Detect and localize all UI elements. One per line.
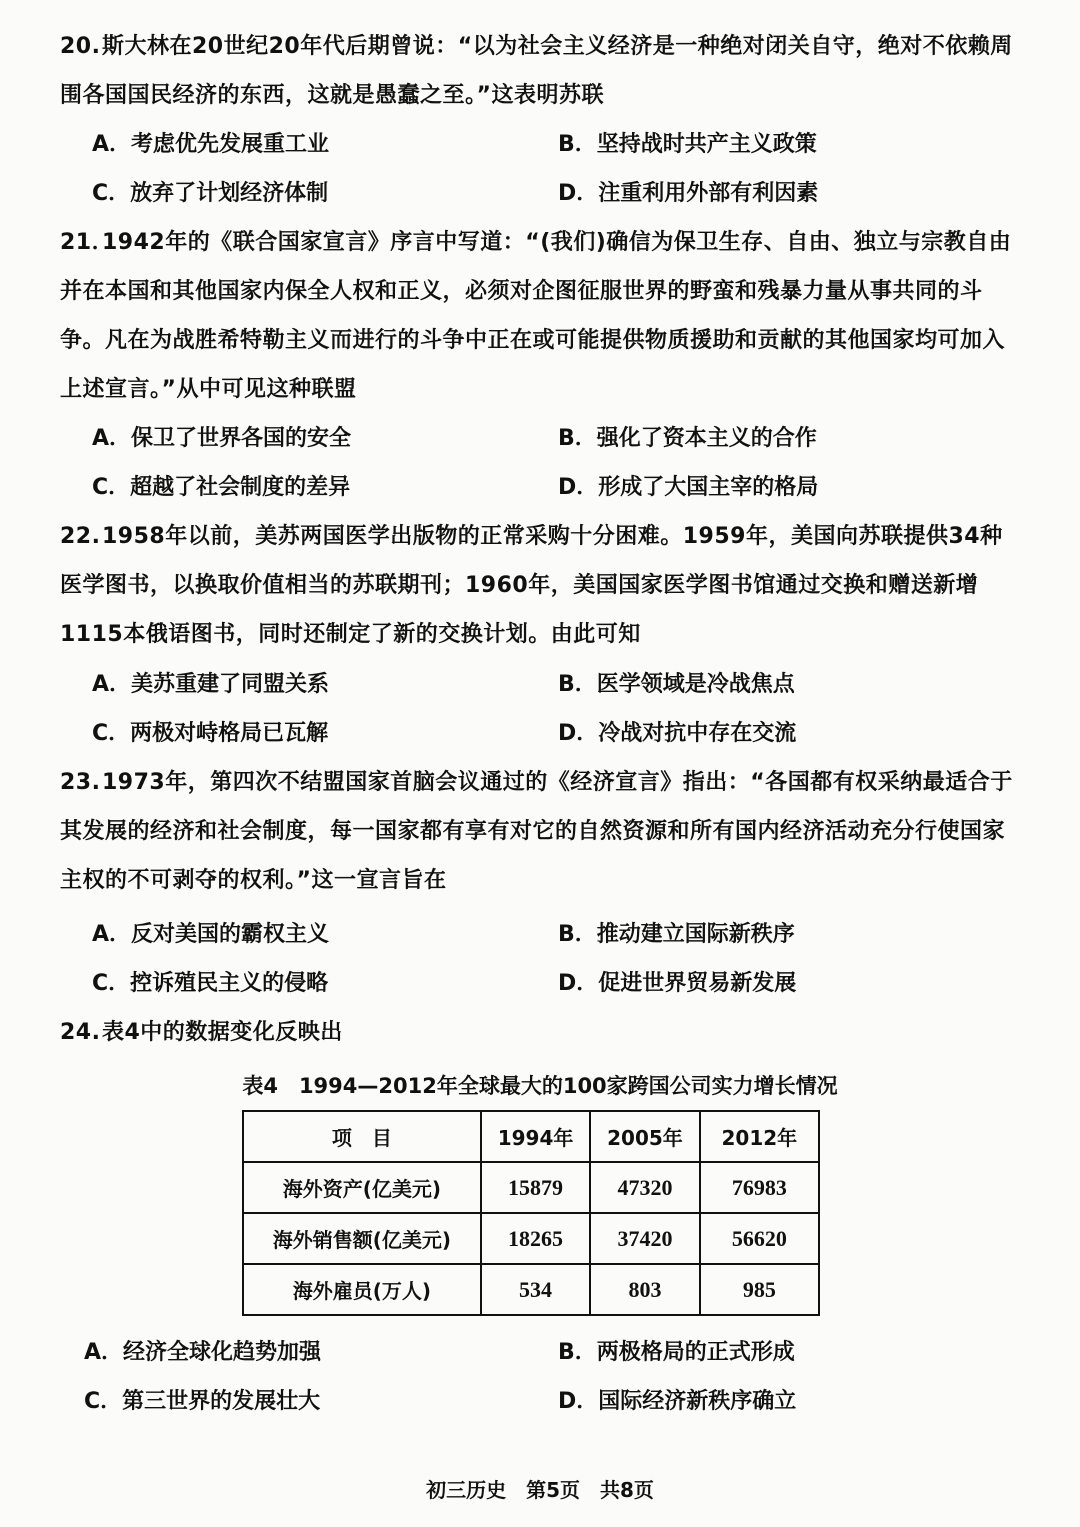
option-d: D．促进世界贸易新发展	[558, 971, 797, 996]
table-row	[243, 1162, 819, 1213]
table-header-row	[243, 1111, 819, 1162]
option-b: B．两极格局的正式形成	[558, 1340, 795, 1365]
question-stem: 1973年，第四次不结盟国家首脑会议通过的《经济宣言》指出：“各国都有权采纳最适合于其发展的经济和社会制度，每一国家都有享有对它的自然资源和所有国内经济活动充分行使国家主权的不可剥夺的权利。”这一宣言旨在	[60, 770, 1013, 893]
table-header-cell: 1994年	[481, 1111, 590, 1162]
question-22-options	[92, 660, 1022, 758]
question-24	[60, 1008, 1020, 1057]
table-cell: 534	[481, 1264, 590, 1315]
question-23	[60, 758, 1020, 905]
option-c: C．两极对峙格局已瓦解	[92, 721, 329, 746]
option-b: B．坚持战时共产主义政策	[558, 132, 817, 157]
question-number: 20.	[60, 34, 101, 59]
option-d: D．形成了大国主宰的格局	[558, 475, 819, 500]
page-footer: 初三历史 第5页 共8页	[426, 1478, 654, 1502]
option-b: B．强化了资本主义的合作	[558, 426, 817, 451]
option-c: C．超越了社会制度的差异	[92, 475, 351, 500]
table-cell: 76983	[700, 1162, 819, 1213]
option-c: C．第三世界的发展壮大	[84, 1389, 321, 1414]
question-number: 22.	[60, 524, 101, 549]
table-cell: 803	[590, 1264, 699, 1315]
option-c: C．放弃了计划经济体制	[92, 181, 329, 206]
option-c: C．控诉殖民主义的侵略	[92, 971, 329, 996]
option-a: A．美苏重建了同盟关系	[92, 672, 330, 697]
table-cell: 海外销售额(亿美元)	[243, 1213, 481, 1264]
option-a: A．考虑优先发展重工业	[92, 132, 330, 157]
question-stem: 1958年以前，美苏两国医学出版物的正常采购十分困难。1959年，美国向苏联提供34种医学图书，以换取价值相当的苏联期刊；1960年，美国国家医学图书馆通过交换和赠送新增1115本俄语图书，同时还制定了新的交换计划。由此可知	[60, 524, 1003, 647]
table-header-cell: 2005年	[590, 1111, 699, 1162]
table-cell: 37420	[590, 1213, 699, 1264]
question-number: 24.	[60, 1020, 101, 1045]
question-23-options	[92, 910, 1022, 1008]
question-number: 23.	[60, 770, 101, 795]
table-cell: 985	[700, 1264, 819, 1315]
option-d: D．国际经济新秩序确立	[558, 1389, 797, 1414]
question-stem: 表4中的数据变化反映出	[102, 1020, 343, 1045]
table-row	[243, 1213, 819, 1264]
option-b: B．医学领域是冷战焦点	[558, 672, 795, 697]
table-row	[243, 1264, 819, 1315]
question-22	[60, 512, 1020, 659]
question-21-options	[92, 414, 1022, 512]
table-header-cell: 项 目	[243, 1111, 481, 1162]
option-a: A．保卫了世界各国的安全	[92, 426, 352, 451]
option-d: D．注重利用外部有利因素	[558, 181, 819, 206]
option-d: D．冷战对抗中存在交流	[558, 721, 797, 746]
table-cell: 海外资产(亿美元)	[243, 1162, 481, 1213]
option-b: B．推动建立国际新秩序	[558, 922, 795, 947]
option-a: A．反对美国的霸权主义	[92, 922, 330, 947]
table-cell: 56620	[700, 1213, 819, 1264]
table-cell: 47320	[590, 1162, 699, 1213]
table-cell: 18265	[481, 1213, 590, 1264]
question-stem: 1942年的《联合国家宣言》序言中写道：“(我们)确信为保卫生存、自由、独立与宗教自由并在本国和其他国家内保全人权和正义，必须对企图征服世界的野蛮和残暴力量从事共同的斗争。凡在为战胜希特勒主义而进行的斗争中正在或可能提供物质援助和贡献的其他国家均可加入上述宣言。”从中可见这种联盟	[60, 230, 1012, 402]
table-cell: 海外雇员(万人)	[243, 1264, 481, 1315]
question-24-options	[84, 1328, 1014, 1426]
table-cell: 15879	[481, 1162, 590, 1213]
question-number: 21．	[60, 230, 115, 255]
data-table	[242, 1110, 820, 1316]
option-a: A．经济全球化趋势加强	[84, 1340, 322, 1365]
question-20	[60, 22, 1020, 120]
table-caption: 表4 1994—2012年全球最大的100家跨国公司实力增长情况	[242, 1074, 838, 1098]
table-header-cell: 2012年	[700, 1111, 819, 1162]
question-20-options	[92, 120, 1022, 218]
question-stem: 斯大林在20世纪20年代后期曾说：“以为社会主义经济是一种绝对闭关自守，绝对不依赖周围各国国民经济的东西，这就是愚蠢之至。”这表明苏联	[60, 34, 1013, 108]
question-21	[60, 218, 1020, 414]
